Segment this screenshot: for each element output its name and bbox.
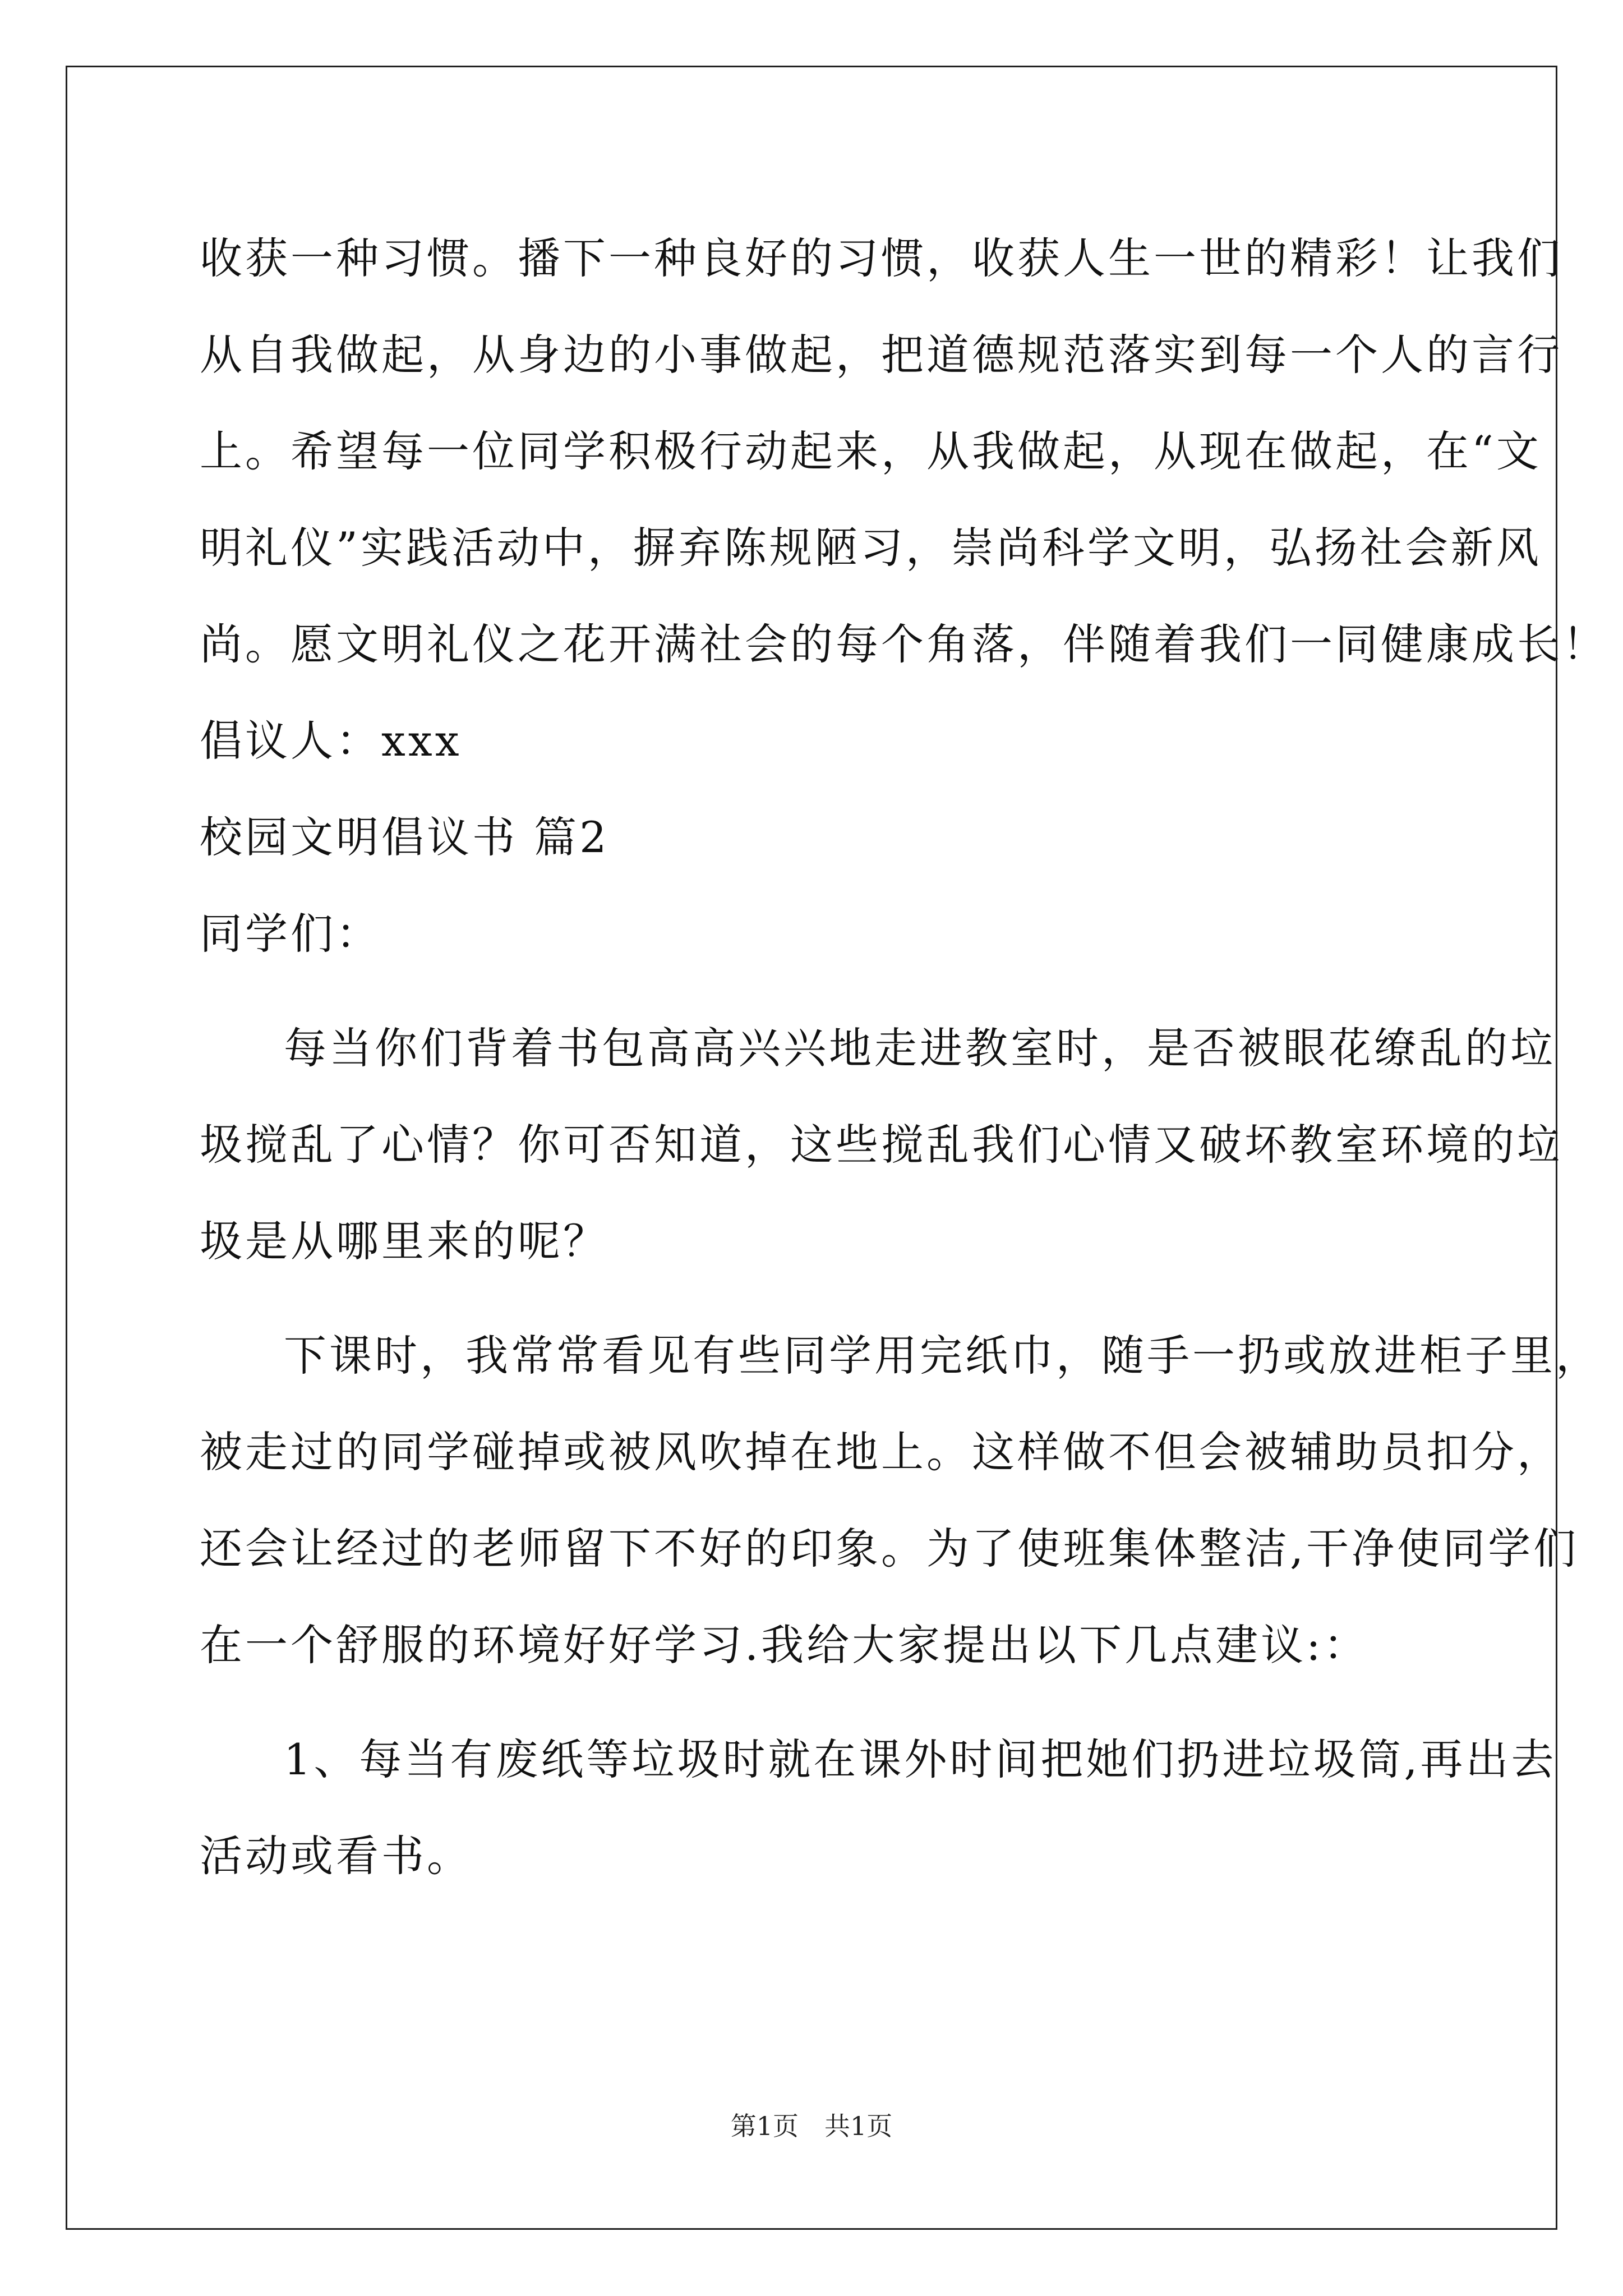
paragraph-line: 收获一种习惯。播下一种良好的习惯，收获人生一世的精彩！让我们 <box>200 233 1562 283</box>
paragraph-line: 从自我做起，从身边的小事做起，把道德规范落实到每一个人的言行 <box>200 330 1562 380</box>
salutation: 同学们： <box>200 909 381 959</box>
paragraph-line: 被走过的同学碰掉或被风吹掉在地上。这样做不但会被辅助员扣分， <box>200 1427 1562 1477</box>
section-heading: 校园文明倡议书 篇2 <box>200 812 610 862</box>
paragraph-line: 尚。愿文明礼仪之花开满社会的每个角落，伴随着我们一同健康成长！ <box>200 619 1608 669</box>
signature-line: 倡议人：xxx <box>200 716 462 766</box>
document-body <box>200 210 1608 1904</box>
paragraph-line: 圾是从哪里来的呢？ <box>200 1216 608 1266</box>
list-item-line: 活动或看书。 <box>200 1831 472 1881</box>
paragraph-line: 上。希望每一位同学积极行动起来，从我做起，从现在做起，在“文 <box>200 426 1542 476</box>
paragraph-line: 明礼仪”实践活动中，摒弃陈规陋习，崇尚科学文明，弘扬社会新风 <box>200 523 1542 573</box>
paragraph-line: 每当你们背着书包高高兴兴地走进教室时，是否被眼花缭乱的垃 <box>284 1023 1556 1073</box>
paragraph-line: 在一个舒服的环境好好学习.我给大家提出以下几点建议:： <box>200 1620 1369 1670</box>
list-item-line: 1、每当有废纸等垃圾时就在课外时间把她们扔进垃圾筒,再出去 <box>284 1734 1557 1784</box>
paragraph-line: 下课时，我常常看见有些同学用完纸巾，随手一扔或放进柜子里， <box>284 1331 1601 1381</box>
paragraph-line: 还会让经过的老师留下不好的印象。为了使班集体整洁,干净使同学们 <box>200 1524 1579 1573</box>
page-footer: 第1页 共1页 <box>730 2111 893 2141</box>
paragraph-line: 圾搅乱了心情？你可否知道，这些搅乱我们心情又破坏教室环境的垃 <box>200 1120 1562 1170</box>
